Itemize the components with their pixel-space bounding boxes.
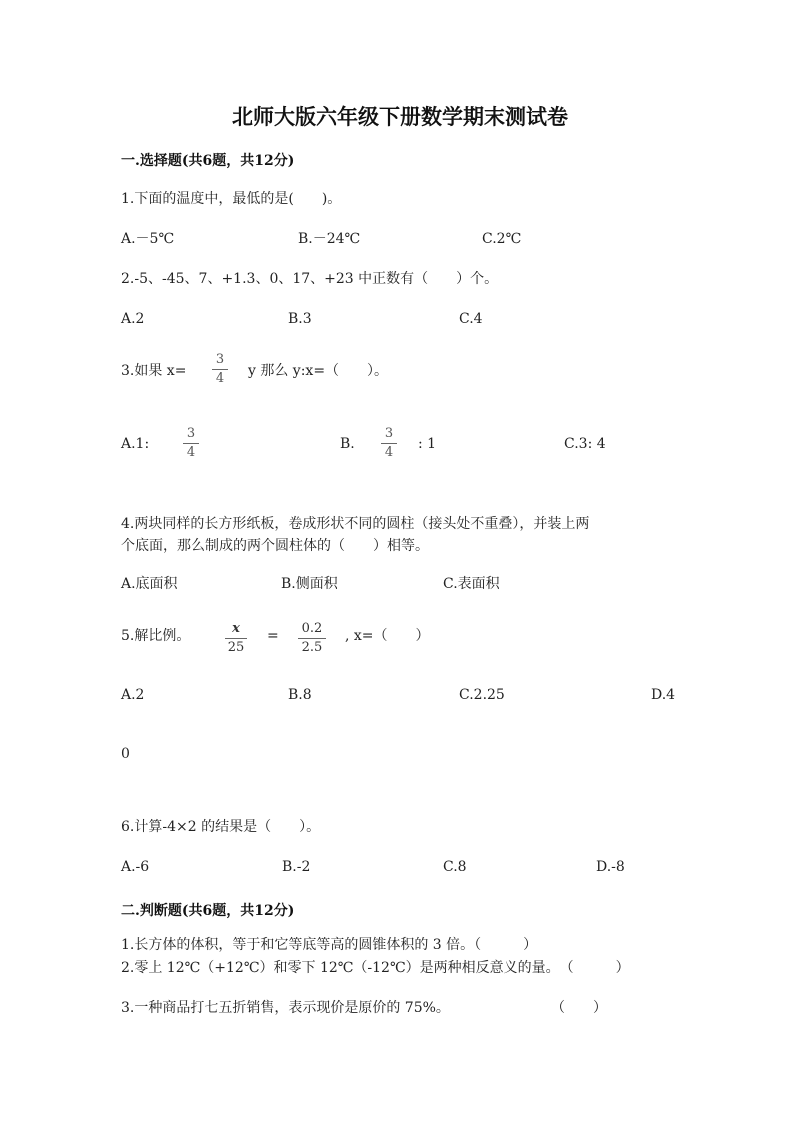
section-heading-true-false: 二.判断题(共6题，共12分): [121, 903, 295, 919]
fraction-bar: [183, 443, 199, 444]
fraction-denominator: 2.5: [301, 640, 323, 655]
question-4-option-a: A.底面积: [121, 576, 178, 592]
question-4-option-b: B.侧面积: [281, 576, 338, 592]
fraction-denominator: 4: [384, 445, 394, 460]
question-5-option-a: A.2: [121, 687, 145, 703]
page-title: 北师大版六年级下册数学期末测试卷: [232, 104, 568, 129]
judgment-question-3: 3.一种商品打七五折销售，表示现价是原价的 75%。: [121, 1000, 450, 1016]
fraction-numerator: 0.2: [301, 621, 323, 636]
question-3-stem-prefix: 3.如果 x=: [121, 363, 187, 379]
question-5-option-b: B.8: [288, 687, 312, 703]
judgment-question-3-parentheses: （ ）: [551, 1000, 607, 1016]
question-1-stem: 1.下面的温度中，最低的是( )。: [121, 191, 342, 207]
question-2-stem: 2.-5、-45、7、+1.3、0、17、+23 中正数有（ ）个。: [121, 271, 499, 287]
question-3-option-b-prefix: B.: [340, 436, 355, 452]
fraction-denominator: 25: [227, 640, 245, 655]
question-4-stem-line-2: 个底面，那么制成的两个圆柱体的（ ）相等。: [121, 538, 429, 554]
question-5-stem-prefix: 5.解比例。: [121, 628, 191, 644]
question-3-option-c: C.3: 4: [564, 436, 606, 452]
section-heading-choice: 一.选择题(共6题，共12分): [121, 153, 295, 169]
question-4-stem-line-1: 4.两块同样的长方形纸板，卷成形状不同的圆柱（接头处不重叠），并装上两: [121, 516, 590, 532]
question-3-fraction: [212, 352, 228, 387]
fraction-bar: [381, 443, 397, 444]
question-5-fraction-right: [298, 621, 326, 656]
question-5-option-d-continuation: 0: [121, 746, 130, 762]
fraction-numerator: 3: [384, 426, 394, 441]
question-2-option-c: C.4: [459, 311, 483, 327]
fraction-denominator: 4: [215, 371, 225, 386]
question-2-option-b: B.3: [288, 311, 312, 327]
judgment-question-2: 2.零上 12℃（+12℃）和零下 12℃（-12℃）是两种相反意义的量。 （ ）: [121, 960, 630, 976]
question-3-option-a-fraction: [183, 426, 199, 461]
question-3-option-a-prefix: A.1:: [121, 436, 150, 452]
question-1-option-c: C.2℃: [482, 231, 522, 247]
fraction-numerator: 3: [215, 352, 225, 367]
fraction-numerator: x: [232, 621, 240, 636]
question-5-option-d: D.4: [651, 687, 676, 703]
question-5-equals-sign: =: [267, 628, 279, 644]
question-5-option-c: C.2.25: [459, 687, 505, 703]
question-1-option-a: A.－5℃: [121, 231, 175, 247]
question-6-option-c: C.8: [443, 859, 467, 875]
fraction-bar: [298, 638, 326, 639]
question-6-option-b: B.-2: [282, 859, 311, 875]
question-6-stem: 6.计算-4×2 的结果是（ ）。: [121, 819, 321, 835]
question-2-option-a: A.2: [121, 311, 145, 327]
fraction-denominator: 4: [186, 445, 196, 460]
question-6-option-a: A.-6: [121, 859, 150, 875]
question-3-option-b-suffix: : 1: [418, 436, 437, 452]
judgment-question-1: 1.长方体的体积，等于和它等底等高的圆锥体积的 3 倍。（ ）: [121, 937, 538, 953]
question-6-option-d: D.-8: [596, 859, 625, 875]
question-1-option-b: B.－24℃: [298, 231, 361, 247]
fraction-bar: [225, 638, 247, 639]
question-3-option-b-fraction: [381, 426, 397, 461]
question-3-stem-suffix: y 那么 y:x=（ ）。: [248, 363, 389, 379]
question-4-option-c: C.表面积: [443, 576, 500, 592]
question-5-stem-suffix: , x=（ ）: [345, 628, 430, 644]
question-5-fraction-left: [225, 621, 247, 656]
fraction-numerator: 3: [186, 426, 196, 441]
fraction-bar: [212, 369, 228, 370]
